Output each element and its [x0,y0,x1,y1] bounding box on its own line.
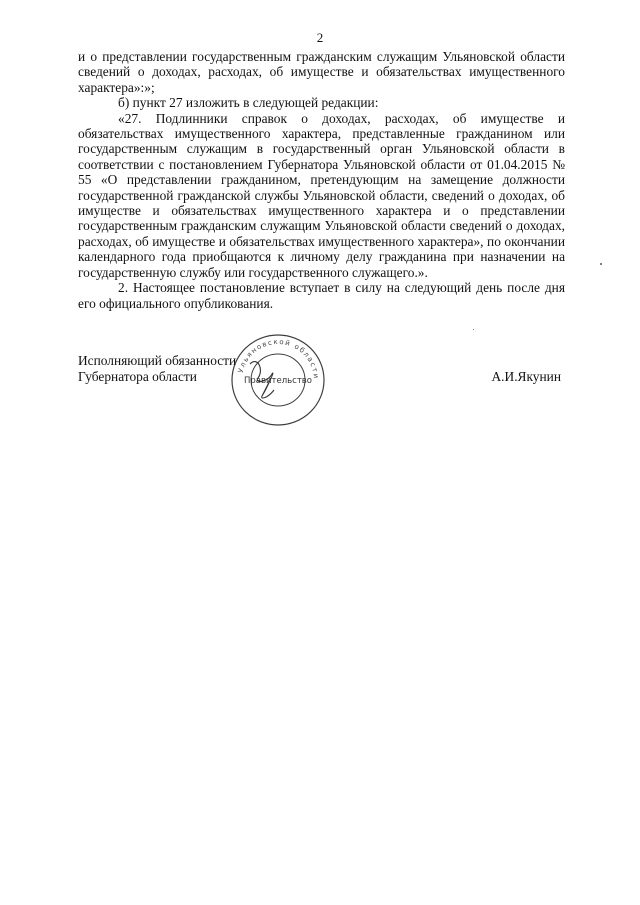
text-line: должности государственной гражданской службы Ульяновской области, [78,172,565,203]
paragraph-item-b [78,95,565,110]
text-line: дня его официального опубликования. [78,280,565,311]
signature-block [78,337,565,413]
text-line: и о представлении государственным гражданским служащим Ульяновской [78,203,565,234]
signatory-position-line: Губернатора области [78,369,197,384]
paragraph-continuation [78,49,565,95]
paragraph-item-2 [78,280,565,311]
text-line: б) пункт 27 изложить в следующей редакции: [118,95,379,111]
paragraph-item-27 [78,111,565,280]
text-line: области сведений о доходах, расходах, об имуществе и обязательствах [78,49,565,80]
text-line: «27. Подлинники справок о доходах, расходах, об имуществе [118,110,558,126]
text-line: и о представлении государственным гражданским служащим Ульяновской [78,49,521,64]
text-line: 2. Настоящее постановление вступает в силу на следующий день после [118,280,545,296]
text-line: к личному делу гражданина при назначении на государственную службу или [78,249,566,280]
scan-speck [473,329,474,330]
text-line: имущественного характера»:»; [78,64,565,95]
scan-speck [600,263,602,265]
text-line: государственного служащего.». [248,264,428,280]
seal-center-text: Правительство [244,376,312,386]
document-body [78,49,565,311]
signatory-name: А.И.Якунин [491,369,561,384]
text-line: имущественного характера», по окончании календарного года приобщаются [78,233,565,265]
signatory-position-line: Исполняющий обязанности [78,353,237,368]
text-line: области сведений о доходах, расходах, об имуществе и обязательствах [78,218,565,249]
text-line: соответствии с постановлением Губернатора Ульяновской области от [78,156,488,172]
text-line: государственным служащим в государственный орган Ульяновской области в [78,141,565,157]
text-line: сведений о доходах, об имуществе и обязательствах имущественного характера [78,187,565,219]
text-line: 01.04.2015 № 55 «О представлении гражданином, претендующим на замещение [78,156,565,188]
page-number: 2 [316,30,324,45]
text-line: и обязательствах имущественного характера, представленные гражданином или [78,110,565,142]
official-seal-stamp [228,330,328,430]
seal-ring-text: Ульяновской области [236,337,321,380]
signatory-position [78,353,236,385]
